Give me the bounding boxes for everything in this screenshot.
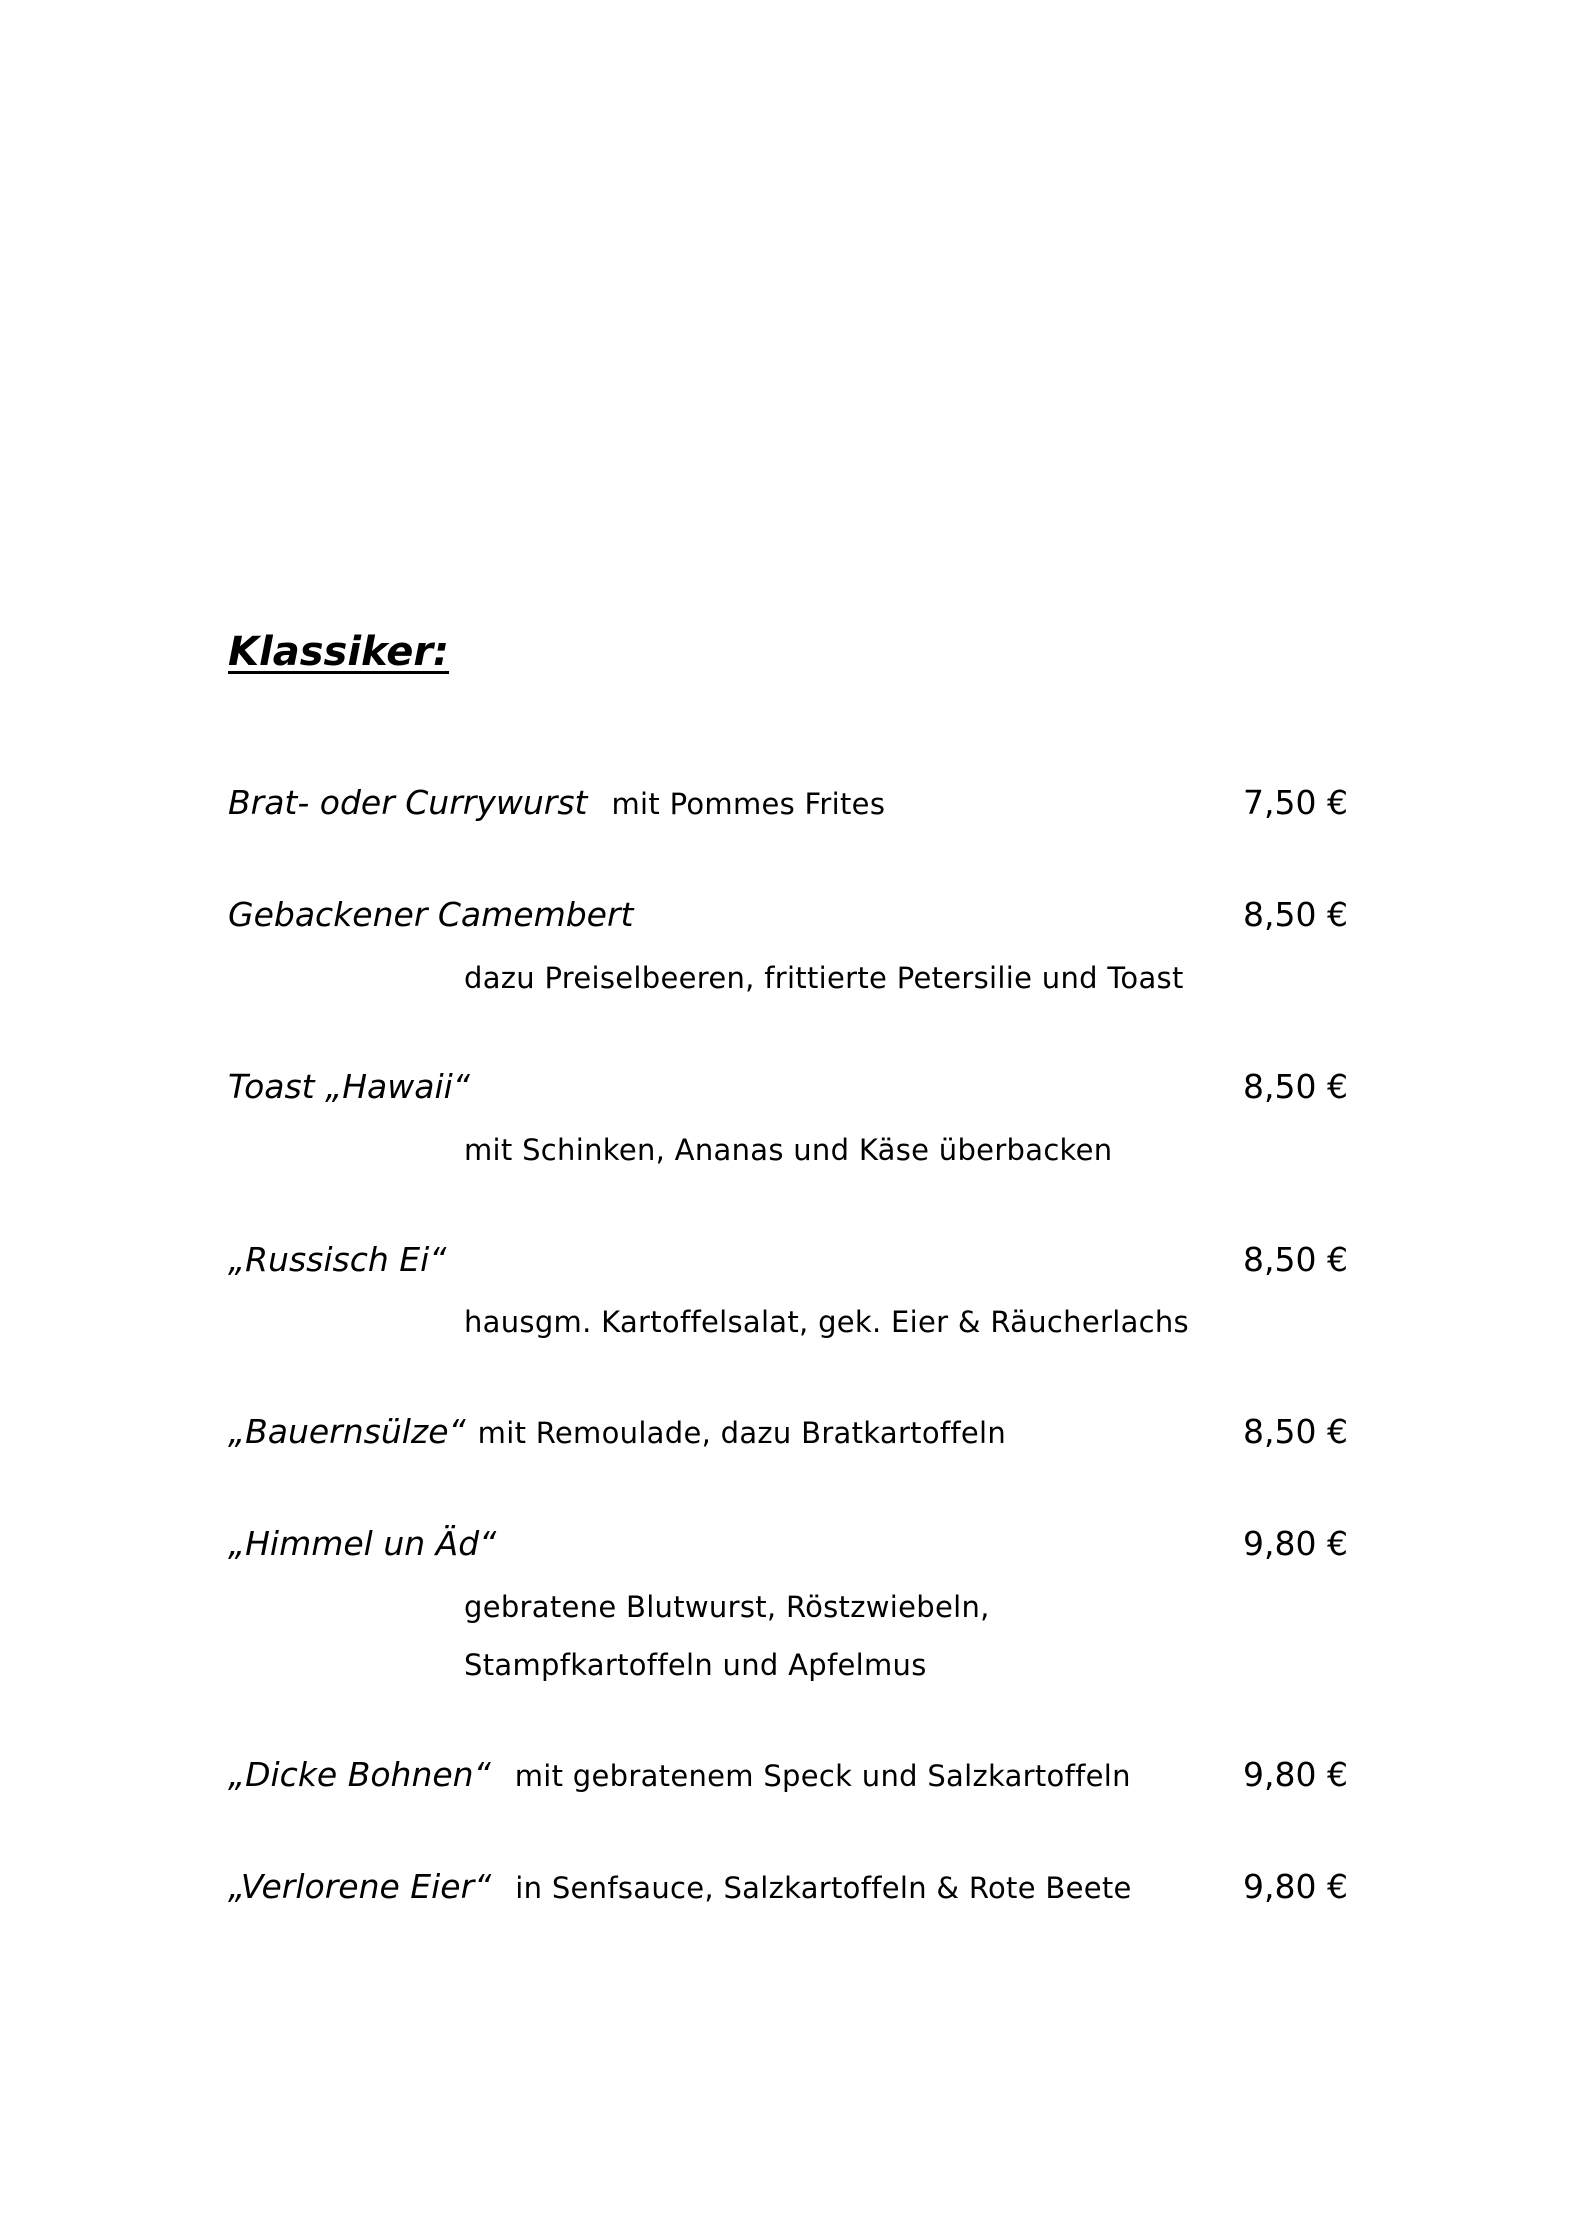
- menu-item-name: „Himmel un Äd“: [228, 1524, 497, 1563]
- menu-item-currywurst: [228, 778, 1348, 828]
- menu-item-name: „Russisch Ei“: [228, 1240, 447, 1279]
- menu-item-price: 8,50 €: [1243, 1412, 1348, 1451]
- menu-item-price: 8,50 €: [1243, 1240, 1348, 1279]
- menu-item-russisch-ei: [228, 1235, 1348, 1285]
- menu-item-price: 7,50 €: [1243, 783, 1348, 822]
- menu-item-name: Brat- oder Currywurst: [228, 783, 588, 822]
- menu-item-price: 9,80 €: [1243, 1524, 1348, 1563]
- menu-item-description: Stampfkartoffeln und Apfelmus: [464, 1648, 927, 1682]
- menu-item-verlorene-eier: [228, 1862, 1348, 1912]
- section-heading: Klassiker:: [228, 629, 450, 675]
- menu-item-price: 9,80 €: [1243, 1755, 1348, 1794]
- menu-item-price: 8,50 €: [1243, 895, 1348, 934]
- menu-item-name: Toast „Hawaii“: [228, 1067, 470, 1106]
- menu-item-price: 8,50 €: [1243, 1067, 1348, 1106]
- menu-item-price: 9,80 €: [1243, 1867, 1348, 1906]
- menu-item-description: gebratene Blutwurst, Röstzwiebeln,: [464, 1590, 990, 1624]
- menu-item-himmel-un-aed: [228, 1519, 1348, 1569]
- menu-item-inline-desc: mit Remoulade, dazu Bratkartoffeln: [477, 1416, 1007, 1450]
- menu-item-toast-hawaii: [228, 1062, 1348, 1112]
- menu-item-name: „Bauernsülze“: [228, 1412, 466, 1451]
- menu-item-inline-desc: mit gebratenem Speck und Salzkartoffeln: [514, 1759, 1131, 1793]
- menu-item-bauernsuelze: [228, 1407, 1348, 1457]
- menu-item-description: mit Schinken, Ananas und Käse überbacken: [464, 1133, 1113, 1167]
- menu-item-description: hausgm. Kartoffelsalat, gek. Eier & Räucherlachs: [464, 1305, 1189, 1339]
- menu-item-camembert: [228, 890, 1348, 940]
- menu-item-dicke-bohnen: [228, 1750, 1348, 1800]
- menu-item-description: dazu Preiselbeeren, frittierte Petersilie und Toast: [464, 961, 1184, 995]
- menu-item-inline-desc: in Senfsauce, Salzkartoffeln & Rote Beete: [515, 1871, 1132, 1905]
- menu-item-inline-desc: mit Pommes Frites: [611, 787, 886, 821]
- menu-item-name: Gebackener Camembert: [228, 895, 634, 934]
- menu-item-name: „Dicke Bohnen“: [228, 1755, 491, 1794]
- menu-item-name: „Verlorene Eier“: [228, 1867, 492, 1906]
